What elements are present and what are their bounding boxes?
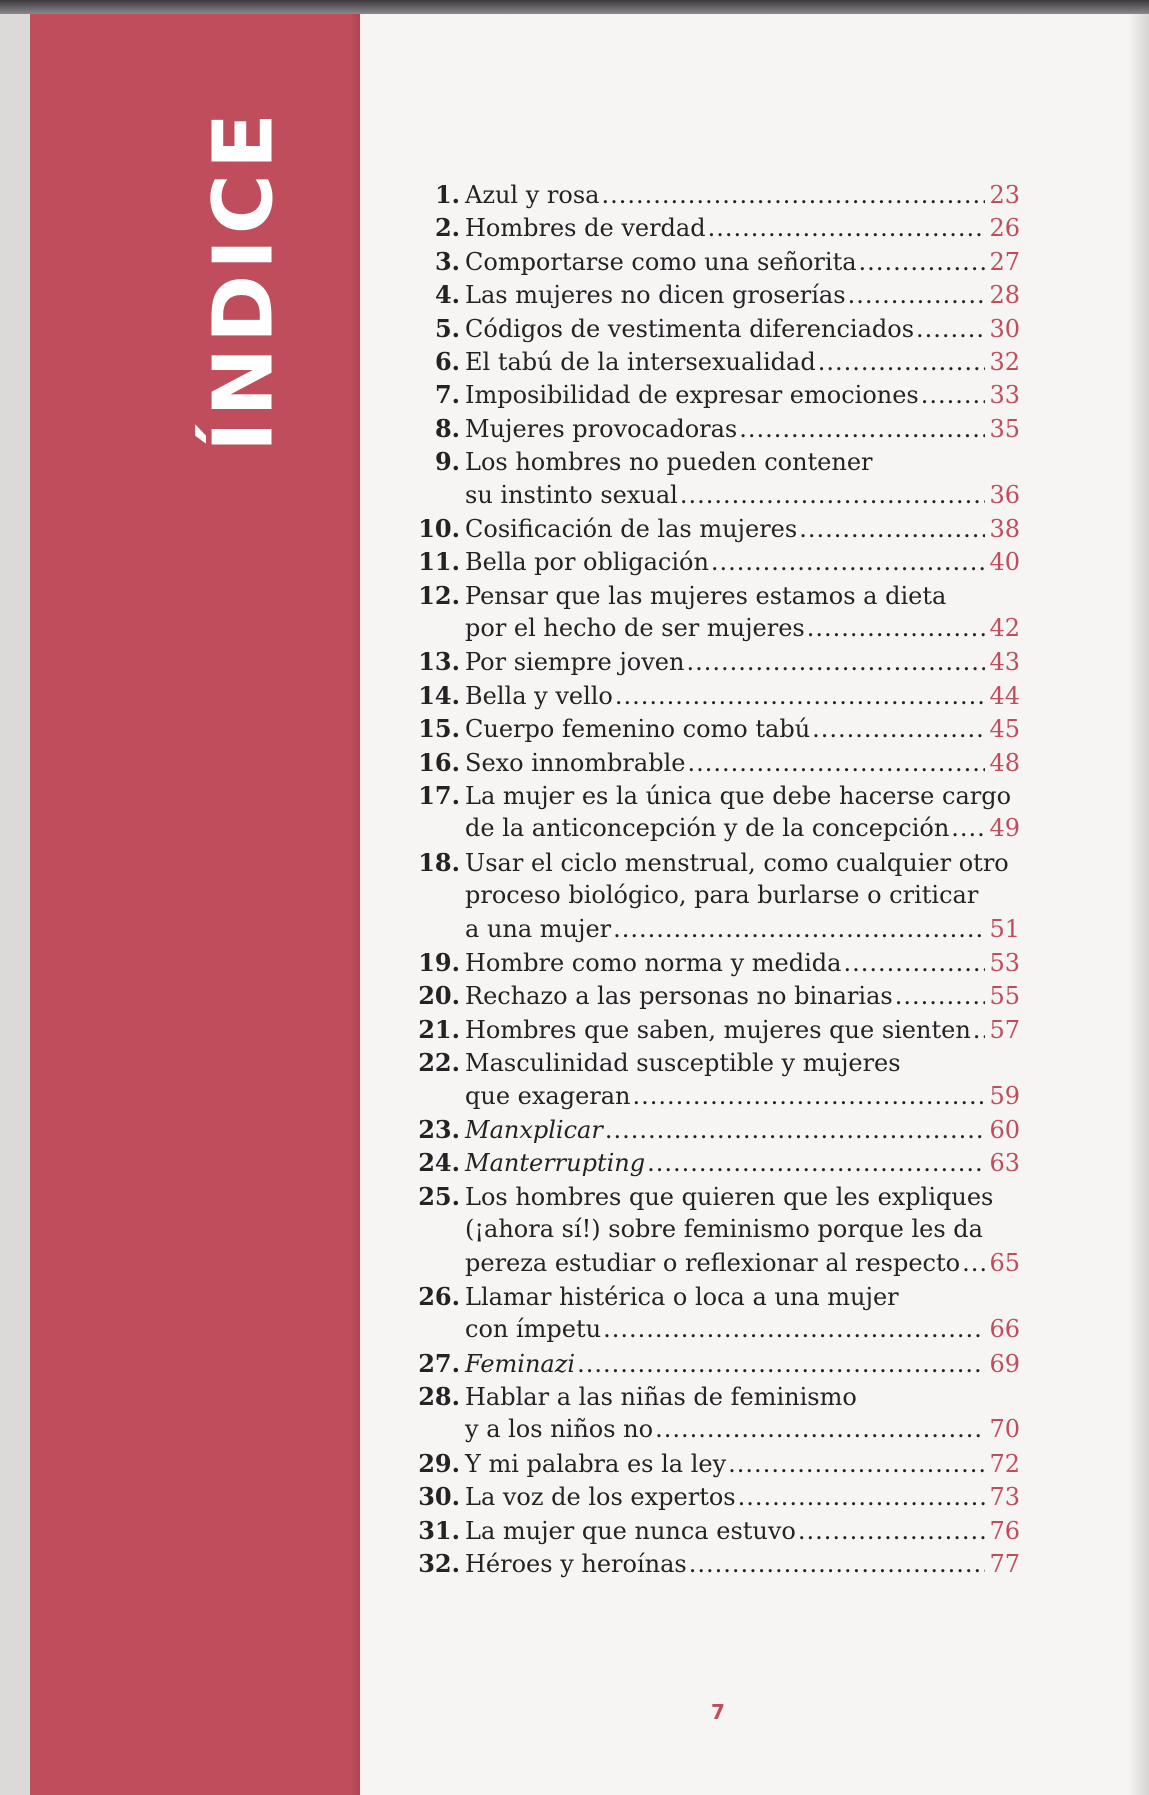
toc-entry-number: 22.	[418, 1048, 460, 1078]
toc-entry	[412, 1347, 1020, 1380]
toc-entry-number: 19.	[418, 947, 460, 977]
toc-entry-number: 8.	[434, 413, 460, 443]
toc-line	[412, 412, 1020, 445]
toc-line	[412, 512, 1020, 545]
toc-entry	[412, 846, 1020, 946]
dot-leader	[812, 713, 985, 746]
toc-entry-page: 73	[989, 1483, 1020, 1512]
toc-entry	[412, 1146, 1020, 1179]
toc-entry-title: Hombre como norma y medida	[465, 948, 842, 977]
page-number: 7	[711, 1700, 725, 1724]
toc-line	[412, 1180, 1020, 1213]
toc-entry-title: de la anticoncepción y de la concepción	[465, 814, 950, 843]
table-of-contents	[412, 178, 1020, 1580]
toc-entry	[412, 645, 1020, 678]
toc-line	[412, 1280, 1020, 1313]
toc-entry-number: 23.	[418, 1114, 460, 1144]
toc-entry	[412, 1480, 1020, 1513]
toc-entry-title: Pensar que las mujeres estamos a dieta	[465, 581, 947, 610]
toc-entry-page: 43	[989, 648, 1020, 677]
left-margin	[0, 14, 30, 1795]
toc-entry-page: 51	[989, 914, 1020, 943]
toc-entry	[412, 1113, 1020, 1146]
toc-line	[412, 1013, 1020, 1046]
toc-entry-page: 72	[989, 1449, 1020, 1478]
dot-leader	[728, 1448, 985, 1481]
toc-line	[412, 211, 1020, 244]
toc-entry	[412, 245, 1020, 278]
toc-entry-title: con ímpetu	[465, 1315, 602, 1344]
toc-line	[412, 545, 1020, 578]
toc-entry-number: 9.	[434, 447, 460, 477]
toc-entry-title: a una mujer	[465, 914, 612, 943]
toc-entry-title: Hombres que saben, mujeres que sienten	[465, 1015, 971, 1044]
toc-entry-number: 18.	[418, 847, 460, 877]
toc-entry	[412, 1180, 1020, 1280]
toc-entry-number: 10.	[418, 513, 460, 543]
toc-entry-title: y a los niños no	[465, 1415, 654, 1444]
toc-entry-title: Hablar a las niñas de feminismo	[465, 1383, 857, 1412]
toc-entry	[412, 412, 1020, 445]
toc-entry-title: Cosificación de las mujeres	[465, 514, 798, 543]
dot-leader	[921, 379, 986, 412]
toc-entry-number: 25.	[418, 1181, 460, 1211]
toc-entry	[412, 946, 1020, 979]
toc-entry-title: Cuerpo femenino como tabú	[465, 715, 811, 744]
toc-entry	[412, 378, 1020, 411]
toc-entry-page: 45	[989, 715, 1020, 744]
toc-entry-page: 26	[989, 214, 1020, 243]
dot-leader	[603, 1313, 985, 1346]
toc-line	[412, 1313, 1020, 1346]
toc-entry-title: que exageran	[465, 1081, 631, 1110]
dot-leader	[647, 1147, 985, 1180]
toc-line	[412, 579, 1020, 612]
red-side-band	[30, 14, 360, 1795]
toc-entry-title: Por siempre joven	[465, 648, 685, 677]
toc-entry	[412, 545, 1020, 578]
dot-leader	[689, 1548, 986, 1581]
toc-entry-number: 27.	[418, 1348, 460, 1378]
toc-entry	[412, 211, 1020, 244]
toc-entry-title: Manterrupting	[465, 1149, 646, 1178]
dot-leader	[951, 812, 985, 845]
dot-leader	[916, 313, 985, 346]
toc-entry-page: 49	[989, 814, 1020, 843]
toc-entry-number: 24.	[418, 1148, 460, 1178]
toc-line	[412, 1413, 1020, 1446]
toc-entry-title: Masculinidad susceptible y mujeres	[465, 1049, 901, 1078]
dot-leader	[613, 913, 985, 946]
dot-leader	[615, 680, 986, 713]
toc-entry-number: 15.	[418, 714, 460, 744]
toc-entry	[412, 679, 1020, 712]
toc-line	[412, 712, 1020, 745]
dot-leader	[973, 1014, 986, 1047]
toc-entry-number: 5.	[434, 313, 460, 343]
toc-line	[412, 378, 1020, 411]
toc-line	[412, 1380, 1020, 1413]
toc-line	[412, 278, 1020, 311]
toc-entry-title: Feminazi	[465, 1349, 576, 1378]
toc-entry-page: 35	[989, 414, 1020, 443]
toc-line	[412, 1547, 1020, 1580]
toc-entry-page: 32	[989, 347, 1020, 376]
toc-entry-title: Y mi palabra es la ley	[465, 1449, 727, 1478]
toc-line	[412, 879, 1020, 912]
dot-leader	[798, 1515, 986, 1548]
toc-entry-number: 2.	[434, 213, 460, 243]
toc-entry-number: 26.	[418, 1281, 460, 1311]
toc-line	[412, 1213, 1020, 1246]
toc-entry-page: 28	[989, 281, 1020, 310]
toc-entry	[412, 779, 1020, 846]
toc-entry-number: 12.	[418, 580, 460, 610]
toc-entry-title: su instinto sexual	[465, 480, 678, 509]
toc-line	[412, 178, 1020, 211]
toc-entry	[412, 278, 1020, 311]
toc-entry-number: 14.	[418, 680, 460, 710]
dot-leader	[633, 1080, 986, 1113]
toc-entry-page: 40	[989, 548, 1020, 577]
dot-leader	[708, 212, 986, 245]
toc-line	[412, 913, 1020, 946]
toc-entry-title: La voz de los expertos	[465, 1483, 736, 1512]
toc-line	[412, 445, 1020, 478]
toc-line	[412, 1514, 1020, 1547]
toc-entry	[412, 445, 1020, 512]
dot-leader	[843, 947, 985, 980]
toc-entry-title: Las mujeres no dicen groserías	[465, 281, 846, 310]
toc-entry-title: proceso biológico, para burlarse o criticar	[465, 881, 979, 910]
toc-entry-page: 70	[989, 1415, 1020, 1444]
toc-entry-title: Bella por obligación	[465, 548, 709, 577]
dot-leader	[738, 1481, 986, 1514]
toc-entry	[412, 1280, 1020, 1347]
dot-leader	[686, 646, 985, 679]
toc-entry-page: 66	[989, 1315, 1020, 1344]
toc-entry-page: 48	[989, 748, 1020, 777]
dot-leader	[848, 279, 986, 312]
toc-entry	[412, 1547, 1020, 1580]
toc-entry-number: 6.	[434, 346, 460, 376]
dot-leader	[601, 179, 985, 212]
toc-entry-page: 30	[989, 314, 1020, 343]
toc-entry	[412, 345, 1020, 378]
toc-entry-page: 65	[989, 1248, 1020, 1277]
dot-leader	[818, 346, 986, 379]
toc-entry-title: por el hecho de ser mujeres	[465, 614, 805, 643]
toc-entry-title: (¡ahora sí!) sobre feminismo porque les da	[465, 1215, 983, 1244]
toc-line	[412, 679, 1020, 712]
toc-line	[412, 1113, 1020, 1146]
toc-entry-title: Usar el ciclo menstrual, como cualquier otro	[465, 848, 1009, 877]
toc-line	[412, 1347, 1020, 1380]
toc-entry	[412, 1380, 1020, 1447]
toc-line	[412, 1146, 1020, 1179]
toc-entry-page: 27	[989, 247, 1020, 276]
toc-entry	[412, 712, 1020, 745]
toc-entry-number: 29.	[418, 1448, 460, 1478]
page-top-edge	[0, 0, 1149, 14]
toc-entry-page: 44	[989, 681, 1020, 710]
toc-entry-title: Hombres de verdad	[465, 214, 706, 243]
band-shade	[350, 14, 360, 1795]
toc-entry-number: 7.	[434, 380, 460, 410]
toc-line	[412, 779, 1020, 812]
toc-entry-number: 28.	[418, 1382, 460, 1412]
toc-entry	[412, 312, 1020, 345]
toc-entry-title: Llamar histérica o loca a una mujer	[465, 1282, 899, 1311]
toc-line	[412, 312, 1020, 345]
toc-entry-title: Códigos de vestimenta diferenciados	[465, 314, 915, 343]
toc-entry-number: 3.	[434, 246, 460, 276]
dot-leader	[577, 1348, 985, 1381]
toc-entry-title: El tabú de la intersexualidad	[465, 347, 816, 376]
toc-entry	[412, 178, 1020, 211]
toc-entry-number: 11.	[418, 547, 460, 577]
dot-leader	[807, 612, 986, 645]
toc-entry-page: 60	[989, 1115, 1020, 1144]
toc-line	[412, 846, 1020, 879]
toc-entry-page: 77	[989, 1550, 1020, 1579]
toc-entry-title: Los hombres que quieren que les expliques	[465, 1182, 994, 1211]
toc-entry	[412, 579, 1020, 646]
dot-leader	[895, 980, 986, 1013]
dot-leader	[799, 513, 985, 546]
toc-line	[412, 812, 1020, 845]
toc-entry-title: Imposibilidad de expresar emociones	[465, 381, 919, 410]
toc-entry-title: Héroes y heroínas	[465, 1550, 687, 1579]
toc-entry-number: 13.	[418, 647, 460, 677]
toc-line	[412, 1447, 1020, 1480]
toc-entry-page: 59	[989, 1081, 1020, 1110]
dot-leader	[687, 747, 985, 780]
toc-entry-page: 36	[989, 480, 1020, 509]
toc-line	[412, 1080, 1020, 1113]
toc-entry	[412, 1447, 1020, 1480]
toc-entry	[412, 512, 1020, 545]
toc-entry-page: 69	[989, 1349, 1020, 1378]
toc-entry-page: 33	[989, 381, 1020, 410]
toc-entry-title: Los hombres no pueden contener	[465, 448, 873, 477]
toc-entry	[412, 746, 1020, 779]
toc-entry-number: 20.	[418, 981, 460, 1011]
toc-line	[412, 1046, 1020, 1079]
toc-entry-title: Comportarse como una señorita	[465, 247, 857, 276]
page-right-edge	[1128, 14, 1149, 1795]
toc-line	[412, 345, 1020, 378]
toc-entry-title: Sexo innombrable	[465, 748, 686, 777]
toc-line	[412, 1480, 1020, 1513]
toc-line	[412, 245, 1020, 278]
toc-entry-title: La mujer es la única que debe hacerse cargo	[465, 782, 1012, 811]
toc-line	[412, 645, 1020, 678]
toc-entry-page: 76	[989, 1516, 1020, 1545]
toc-line	[412, 979, 1020, 1012]
toc-entry-title: Rechazo a las personas no binarias	[465, 982, 893, 1011]
toc-line	[412, 746, 1020, 779]
toc-line	[412, 946, 1020, 979]
toc-entry-number: 21.	[418, 1014, 460, 1044]
toc-entry	[412, 979, 1020, 1012]
toc-entry-page: 38	[989, 514, 1020, 543]
toc-entry-page: 42	[989, 614, 1020, 643]
toc-entry-number: 31.	[418, 1515, 460, 1545]
dot-leader	[962, 1247, 985, 1280]
toc-line	[412, 479, 1020, 512]
toc-entry-number: 30.	[418, 1482, 460, 1512]
toc-entry-page: 53	[989, 948, 1020, 977]
toc-entry	[412, 1514, 1020, 1547]
toc-entry	[412, 1013, 1020, 1046]
toc-entry-number: 16.	[418, 747, 460, 777]
toc-entry-title: Azul y rosa	[465, 181, 600, 209]
toc-entry-page: 55	[989, 982, 1020, 1011]
dot-leader	[859, 246, 986, 279]
dot-leader	[605, 1114, 986, 1147]
toc-entry-title: pereza estudiar o reflexionar al respecto	[465, 1248, 961, 1277]
toc-entry-number: 32.	[418, 1549, 460, 1579]
toc-entry-page: 63	[989, 1149, 1020, 1178]
toc-entry-page: 57	[989, 1015, 1020, 1044]
toc-entry-number: 4.	[434, 280, 460, 310]
toc-entry	[412, 1046, 1020, 1113]
toc-entry-page: 23	[989, 181, 1020, 209]
dot-leader	[680, 479, 986, 512]
dot-leader	[739, 413, 985, 446]
toc-entry-title: Bella y vello	[465, 681, 613, 710]
dot-leader	[711, 546, 986, 579]
toc-entry-title: Mujeres provocadoras	[465, 414, 738, 443]
toc-line	[412, 1247, 1020, 1280]
toc-line	[412, 612, 1020, 645]
toc-entry-title: La mujer que nunca estuvo	[465, 1516, 796, 1545]
toc-entry-number: 1.	[434, 180, 460, 209]
dot-leader	[655, 1413, 985, 1446]
toc-entry-title: Manxplicar	[465, 1115, 603, 1144]
index-heading: ÍNDICE	[196, 108, 292, 452]
toc-entry-number: 17.	[418, 781, 460, 811]
